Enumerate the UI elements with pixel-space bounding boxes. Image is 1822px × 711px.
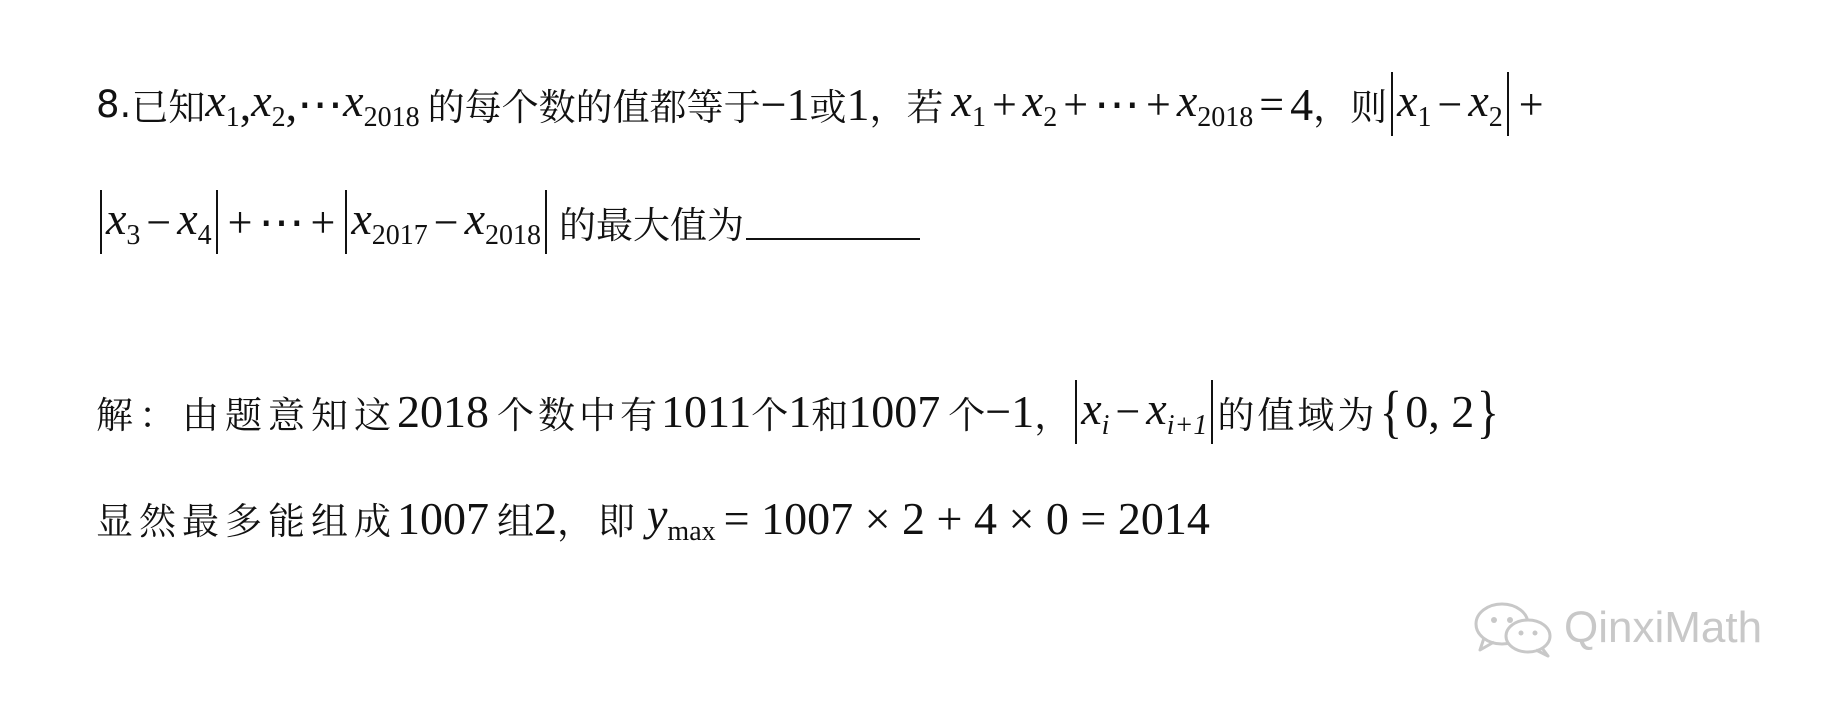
var-x2: $x_2$ bbox=[251, 75, 286, 133]
abs-bar bbox=[1507, 72, 1509, 136]
neg-one: −1 bbox=[760, 78, 810, 130]
watermark bbox=[1470, 598, 1762, 658]
abs-bar bbox=[1391, 72, 1393, 136]
plus-sign: + bbox=[991, 79, 1017, 129]
result-expression: = 1007 × 2 + 4 × 0 = 2014 bbox=[723, 492, 1210, 544]
brace-close: } bbox=[1477, 379, 1500, 444]
plus-sign: + bbox=[310, 197, 336, 247]
text-max-value: 的最大值为 bbox=[559, 204, 744, 247]
comma: , bbox=[239, 78, 252, 130]
var-x3: $x_3$ bbox=[106, 193, 141, 251]
comma: , bbox=[285, 78, 298, 130]
brace-open: { bbox=[1380, 379, 1403, 444]
abs-bar bbox=[216, 190, 218, 254]
num-1007: 1007 bbox=[397, 492, 489, 544]
dots: ⋯ bbox=[297, 79, 344, 130]
minus-sign: − bbox=[1437, 79, 1463, 129]
var-x1: $x_1$ bbox=[951, 75, 986, 133]
four: 4 bbox=[1290, 78, 1314, 130]
var-x2018: $x_{2018}$ bbox=[343, 75, 420, 133]
text-ge: 个 bbox=[751, 393, 789, 437]
text-obvious: 显然最多能组成 bbox=[96, 500, 397, 543]
text-then: ，则 bbox=[1313, 86, 1388, 129]
var-xi: $x_i$ bbox=[1081, 382, 1110, 441]
text-solution-intro: 解：由题意知这 bbox=[96, 393, 397, 437]
solution-line-2 bbox=[96, 488, 1210, 548]
text-and: 和 bbox=[811, 393, 849, 437]
var-x1: $x_1$ bbox=[205, 75, 240, 133]
dots: ⋯ bbox=[1094, 79, 1141, 130]
abs-bar bbox=[1075, 380, 1077, 444]
num-1007: 1007 bbox=[848, 386, 941, 437]
minus-sign: − bbox=[1115, 387, 1141, 436]
plus-sign: + bbox=[1518, 79, 1544, 129]
question-line-2 bbox=[96, 190, 920, 254]
text-range: 的值域为 bbox=[1217, 393, 1378, 437]
plus-sign: + bbox=[1063, 79, 1089, 129]
question-number: 8. bbox=[96, 82, 132, 126]
var-x2018: $x_{2018}$ bbox=[464, 193, 541, 251]
text-group: 组 bbox=[497, 500, 534, 543]
text-ge: 个 bbox=[948, 393, 986, 437]
minus-sign: − bbox=[433, 197, 459, 247]
abs-bar bbox=[545, 190, 547, 254]
text-among: 个数中有 bbox=[497, 393, 661, 437]
text-each: 的每个数的值都等于 bbox=[427, 86, 761, 129]
text-if: ，若 bbox=[869, 86, 944, 129]
num-1: 1 bbox=[788, 386, 812, 437]
var-ymax: $y_{max}$ bbox=[647, 489, 716, 547]
plus-sign: + bbox=[1146, 79, 1171, 129]
text-comma: ， bbox=[1034, 393, 1072, 437]
var-x4: $x_4$ bbox=[177, 193, 212, 251]
num-2018: 2018 bbox=[397, 386, 489, 437]
solution-line-1 bbox=[96, 378, 1502, 445]
var-x2: $x_2$ bbox=[1468, 75, 1503, 133]
watermark-text: QinxiMath bbox=[1564, 603, 1763, 652]
var-x1: $x_1$ bbox=[1397, 75, 1432, 133]
var-x2018: $x_{2018}$ bbox=[1176, 75, 1254, 133]
abs-bar bbox=[100, 190, 102, 254]
question-line-1 bbox=[96, 72, 1550, 136]
text-or: 或 bbox=[809, 86, 847, 129]
one: 1 bbox=[846, 78, 870, 130]
var-x2: $x_2$ bbox=[1022, 75, 1058, 133]
abs-bar bbox=[345, 190, 347, 254]
minus-sign: − bbox=[146, 197, 172, 247]
num-1011: 1011 bbox=[661, 386, 752, 437]
set-values: 0, 2 bbox=[1405, 386, 1475, 437]
text-known: 已知 bbox=[131, 86, 206, 129]
equals-sign: = bbox=[1259, 79, 1285, 129]
var-xi1: $x_{i+1}$ bbox=[1146, 382, 1208, 441]
abs-bar bbox=[1211, 380, 1213, 444]
wechat-icon bbox=[1470, 598, 1558, 658]
var-x2017: $x_{2017}$ bbox=[351, 193, 428, 251]
num-2: 2 bbox=[534, 492, 557, 544]
dots: ⋯ bbox=[258, 197, 305, 248]
answer-blank bbox=[746, 204, 920, 240]
plus-sign: + bbox=[227, 197, 253, 247]
neg-one: −1 bbox=[985, 386, 1035, 437]
text-that-is: ，即 bbox=[557, 500, 639, 543]
